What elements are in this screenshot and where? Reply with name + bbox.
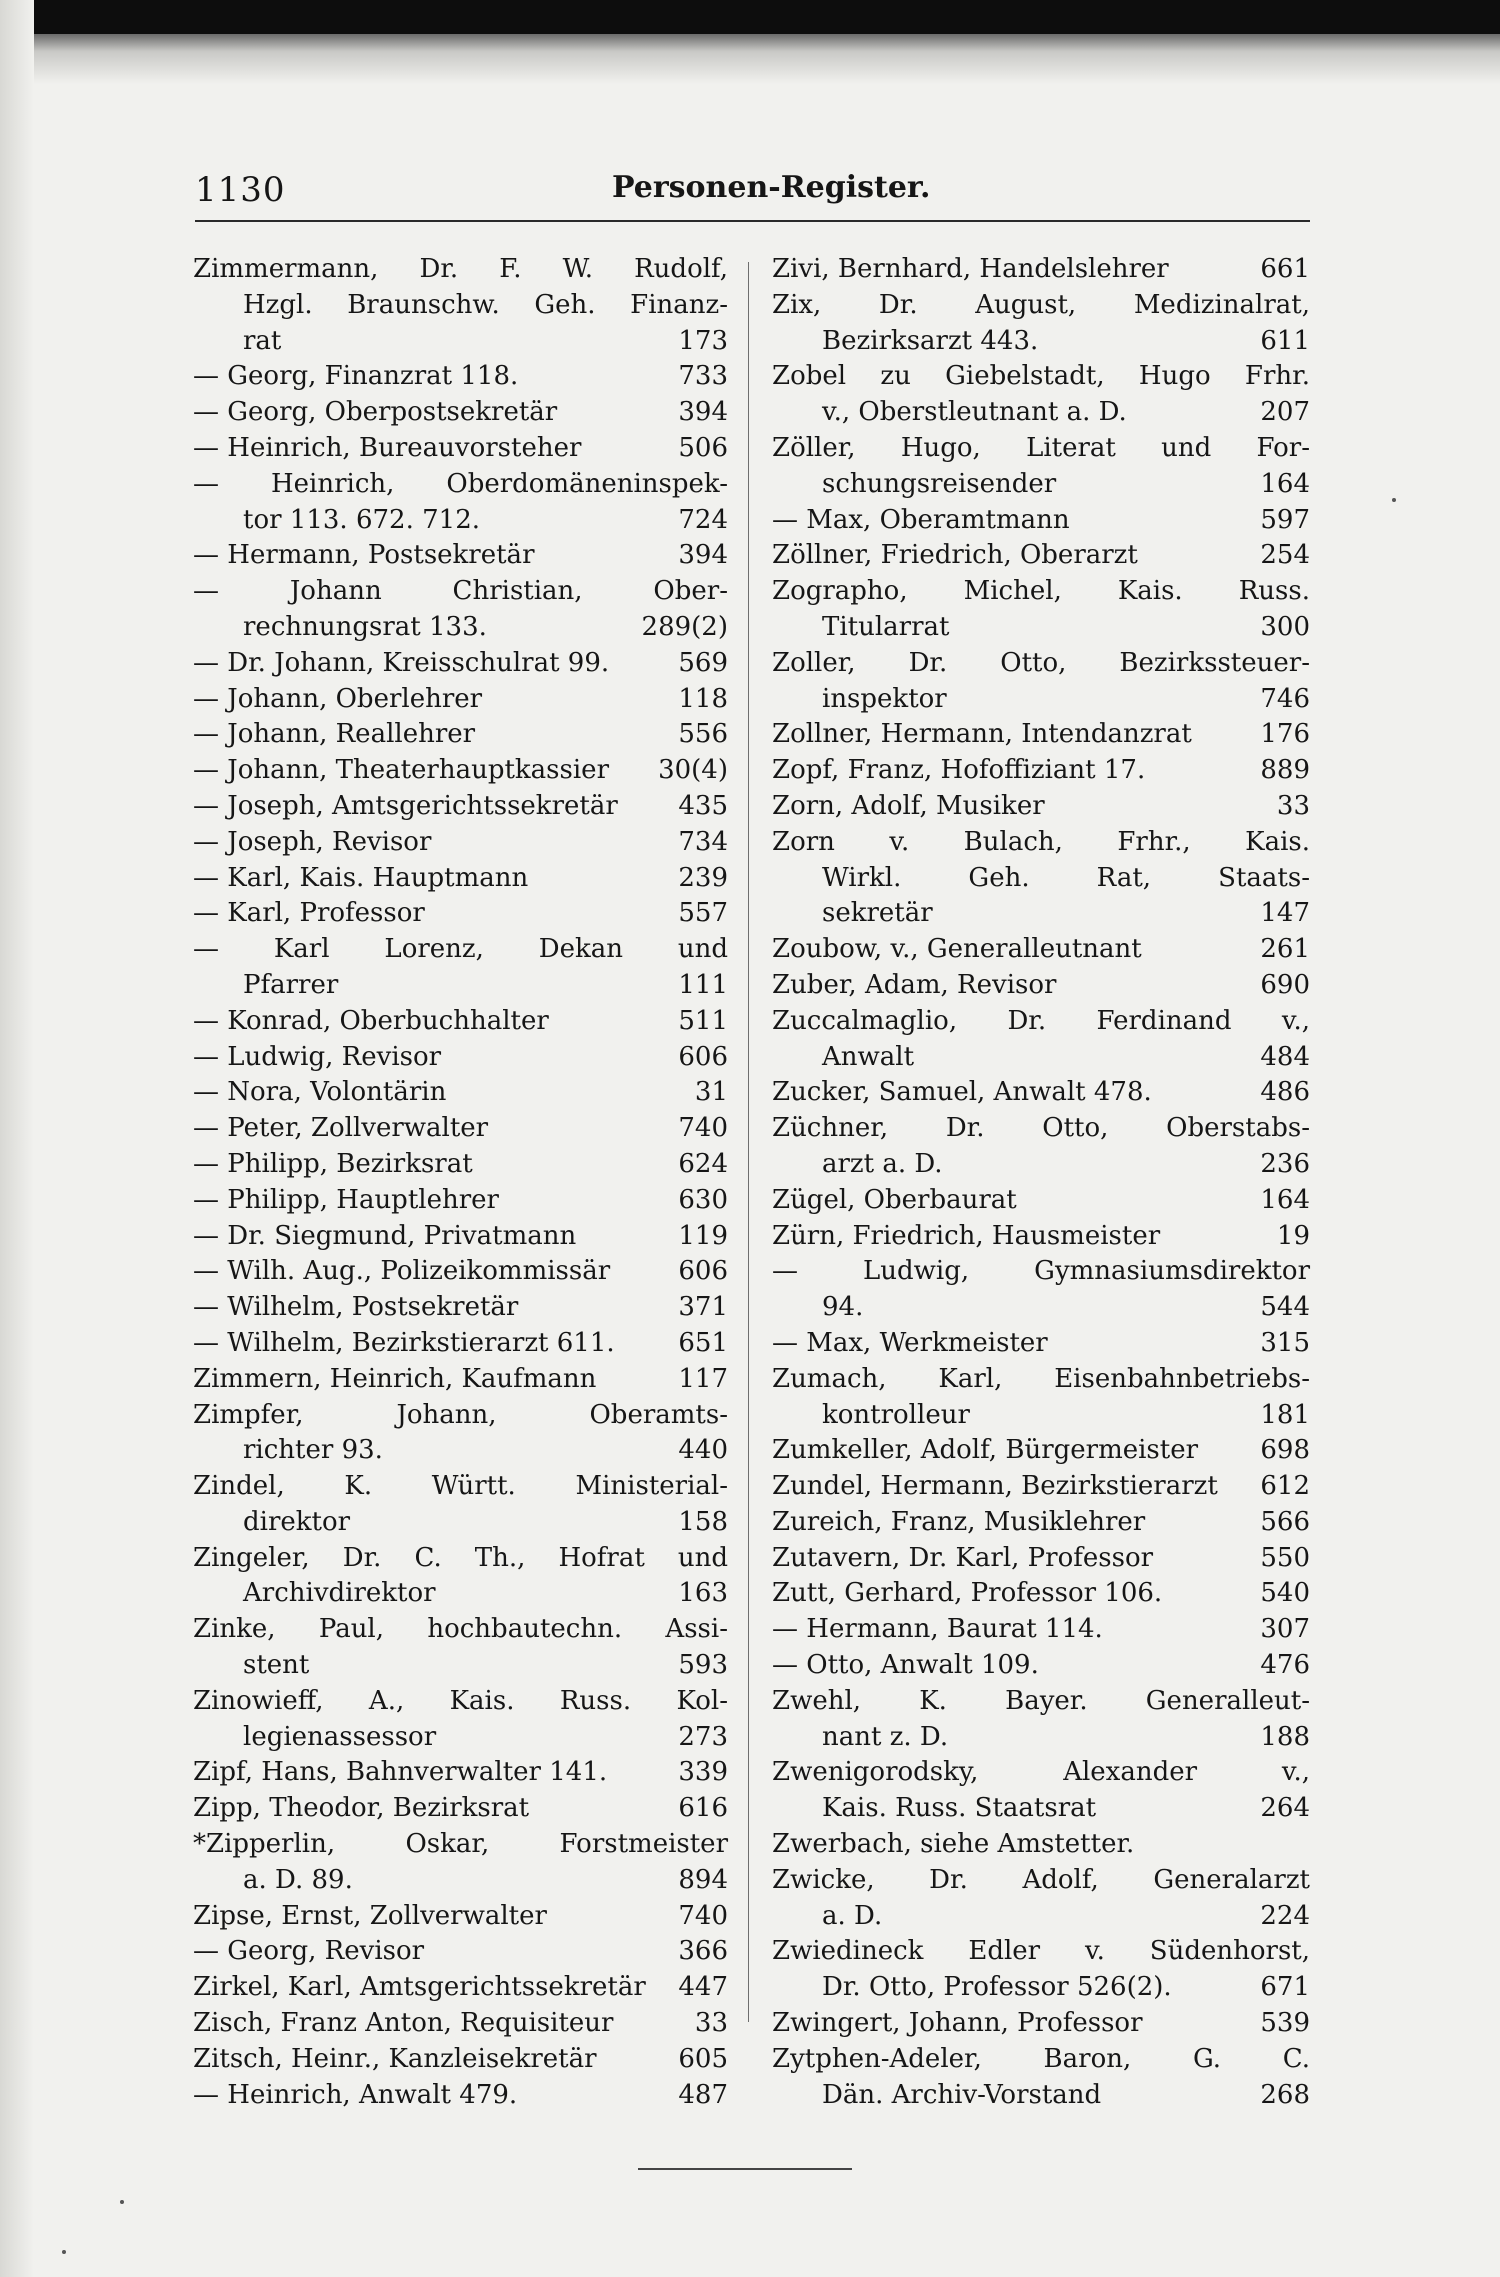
index-entry: [772, 932, 1310, 968]
entry-name: — Joseph, Revisor: [193, 826, 432, 857]
index-entry: [193, 1362, 728, 1398]
entry-page-number: 30(4): [658, 755, 728, 786]
index-entry: [193, 1219, 728, 1255]
entry-name: Zoller, Dr. Otto, Bezirkssteuer-: [772, 647, 1310, 678]
footer-rule: [638, 2168, 852, 2170]
entry-name: Zürn, Friedrich, Hausmeister: [772, 1220, 1161, 1251]
entry-page-number: 630: [678, 1184, 728, 1215]
entry-name: Zumkeller, Adolf, Bürgermeister: [772, 1435, 1199, 1466]
entry-page-number: 207: [1260, 397, 1310, 428]
index-entry: [193, 1398, 728, 1470]
index-column-right: [772, 252, 1310, 2113]
entry-name: Zographo, Michel, Kais. Russ.: [772, 576, 1310, 607]
entry-page-number: 118: [678, 683, 728, 714]
entry-continuation: rat: [243, 325, 282, 356]
entry-page-number: 394: [678, 397, 728, 428]
index-entry: [193, 646, 728, 682]
entry-continuation: v., Oberstleutnant a. D.: [822, 397, 1127, 428]
entry-page-number: 315: [1260, 1327, 1310, 1358]
entry-name: Zöller, Hugo, Literat und For-: [772, 432, 1310, 463]
index-entry: [772, 1254, 1310, 1326]
index-entry: [772, 1433, 1310, 1469]
entry-page-number: 724: [678, 504, 728, 535]
index-entry: [193, 1004, 728, 1040]
entry-page-number: 690: [1260, 969, 1310, 1000]
index-entry: [772, 2042, 1310, 2114]
entry-name: — Joseph, Amtsgerichtssekretär: [193, 790, 618, 821]
entry-name: Zucker, Samuel, Anwalt 478.: [772, 1077, 1152, 1108]
index-entry: [772, 753, 1310, 789]
index-entry: [772, 717, 1310, 753]
index-entry: [193, 1290, 728, 1326]
page-number: 1130: [195, 170, 286, 210]
entry-page-number: 539: [1260, 2008, 1310, 2039]
scan-top-edge: [0, 0, 1500, 34]
entry-name: — Georg, Oberpostsekretär: [193, 397, 558, 428]
entry-name: Zitsch, Heinr., Kanzleisekretär: [193, 2043, 597, 2074]
index-entry: [193, 1899, 728, 1935]
index-entry: [772, 574, 1310, 646]
index-entry: [772, 1648, 1310, 1684]
entry-page-number: 339: [678, 1757, 728, 1788]
index-entry: [193, 825, 728, 861]
index-entry: [193, 431, 728, 467]
index-entry: [772, 1075, 1310, 1111]
entry-page-number: 119: [678, 1220, 728, 1251]
index-entry: [772, 288, 1310, 360]
entry-continuation: sekretär: [822, 898, 933, 929]
index-entry: [193, 2042, 728, 2078]
entry-page-number: 593: [678, 1650, 728, 1681]
index-entry: [772, 1541, 1310, 1577]
entry-name: — Peter, Zollverwalter: [193, 1113, 489, 1144]
entry-name: — Johann, Theaterhauptkassier: [193, 755, 609, 786]
entry-name: Zöllner, Friedrich, Oberarzt: [772, 540, 1138, 571]
entry-continuation: arzt a. D.: [822, 1148, 943, 1179]
entry-page-number: 264: [1260, 1793, 1310, 1824]
entry-continuation: kontrolleur: [822, 1399, 970, 1430]
entry-page-number: 188: [1260, 1721, 1310, 1752]
entry-page-number: 651: [678, 1327, 728, 1358]
entry-page-number: 435: [678, 790, 728, 821]
entry-continuation: 94.: [822, 1292, 864, 1323]
entry-continuation: Hzgl. Braunschw. Geh. Finanz-: [243, 289, 728, 320]
entry-page-number: 606: [678, 1256, 728, 1287]
entry-name: — Max, Oberamtmann: [772, 504, 1070, 535]
index-entry: [193, 538, 728, 574]
entry-continuation: a. D.: [822, 1900, 883, 1931]
scan-shadow: [0, 34, 1500, 84]
entry-page-number: 511: [678, 1005, 728, 1036]
entry-name: Zwenigorodsky, Alexander v.,: [772, 1757, 1310, 1788]
index-entry: [193, 2078, 728, 2114]
index-entry: [193, 682, 728, 718]
index-entry: [193, 861, 728, 897]
entry-page-number: 224: [1260, 1900, 1310, 1931]
index-entry: [193, 896, 728, 932]
index-entry: [193, 1934, 728, 1970]
entry-name: Zipse, Ernst, Zollverwalter: [193, 1900, 547, 1931]
index-entry: [772, 1111, 1310, 1183]
entry-name: Zwehl, K. Bayer. Generalleut-: [772, 1685, 1310, 1716]
entry-name: — Philipp, Hauptlehrer: [193, 1184, 499, 1215]
entry-page-number: 307: [1260, 1614, 1310, 1645]
entry-page-number: 611: [1260, 325, 1310, 356]
entry-page-number: 273: [678, 1721, 728, 1752]
index-entry: [772, 646, 1310, 718]
entry-page-number: 556: [678, 719, 728, 750]
entry-continuation: tor 113. 672. 712.: [243, 504, 480, 535]
entry-name: — Ludwig, Gymnasiumsdirektor: [772, 1256, 1310, 1287]
entry-page-number: 158: [678, 1506, 728, 1537]
entry-page-number: 447: [678, 1972, 728, 2003]
scan-speck: [1392, 498, 1396, 502]
index-entry: [193, 252, 728, 359]
index-entry: [772, 789, 1310, 825]
entry-name: Zytphen-Adeler, Baron, G. C.: [772, 2043, 1310, 2074]
entry-continuation: Archivdirektor: [243, 1578, 436, 1609]
entry-name: Zindel, K. Württ. Ministerial-: [193, 1471, 728, 1502]
entry-name: — Karl Lorenz, Dekan und: [193, 934, 728, 965]
entry-name: — Ludwig, Revisor: [193, 1041, 442, 1072]
entry-page-number: 289(2): [641, 611, 728, 642]
entry-name: — Max, Werkmeister: [772, 1327, 1048, 1358]
running-title: Personen-Register.: [612, 170, 931, 205]
header-rule: [195, 220, 1310, 222]
index-entry: [772, 359, 1310, 431]
entry-continuation: richter 93.: [243, 1435, 383, 1466]
index-entry: [772, 1863, 1310, 1935]
entry-name: Zundel, Hermann, Bezirkstierarzt: [772, 1471, 1218, 1502]
entry-page-number: 698: [1260, 1435, 1310, 1466]
entry-page-number: 300: [1260, 611, 1310, 642]
entry-page-number: 236: [1260, 1148, 1310, 1179]
entry-name: Zorn v. Bulach, Frhr., Kais.: [772, 826, 1310, 857]
index-entry: [193, 1469, 728, 1541]
entry-page-number: 557: [678, 898, 728, 929]
index-entry: [772, 1684, 1310, 1756]
entry-page-number: 484: [1260, 1041, 1310, 1072]
entry-name: Zimmern, Heinrich, Kaufmann: [193, 1363, 597, 1394]
entry-page-number: 894: [678, 1864, 728, 1895]
index-entry: [193, 1326, 728, 1362]
entry-name: — Karl, Professor: [193, 898, 425, 929]
entry-continuation: a. D. 89.: [243, 1864, 353, 1895]
entry-name: Zingeler, Dr. C. Th., Hofrat und: [193, 1542, 728, 1573]
entry-page-number: 371: [678, 1292, 728, 1323]
index-entry: [193, 1612, 728, 1684]
entry-name: Zimpfer, Johann, Oberamts-: [193, 1399, 728, 1430]
index-entry: [193, 753, 728, 789]
entry-name: Zwicke, Dr. Adolf, Generalarzt: [772, 1864, 1310, 1895]
index-column-left: [193, 252, 728, 2113]
entry-page-number: 394: [678, 540, 728, 571]
entry-page-number: 487: [678, 2079, 728, 2110]
index-entry: [193, 1541, 728, 1613]
entry-page-number: 33: [1276, 790, 1310, 821]
index-entry: [772, 1183, 1310, 1219]
entry-page-number: 612: [1260, 1471, 1310, 1502]
entry-name: Zimmermann, Dr. F. W. Rudolf,: [193, 254, 728, 284]
entry-page-number: 176: [1260, 719, 1310, 750]
index-entry: [772, 1576, 1310, 1612]
entry-page-number: 566: [1260, 1506, 1310, 1537]
entry-name: Zwerbach, siehe Amstetter.: [772, 1829, 1135, 1860]
entry-page-number: 671: [1260, 1972, 1310, 2003]
entry-continuation: Dr. Otto, Professor 526(2).: [822, 1972, 1172, 2003]
index-entry: [772, 503, 1310, 539]
index-entry: [193, 1791, 728, 1827]
index-entry: [193, 1183, 728, 1219]
entry-page-number: 147: [1260, 898, 1310, 929]
entry-continuation: Dän. Archiv-Vorstand: [822, 2079, 1102, 2110]
entry-name: — Wilhelm, Bezirkstierarzt 611.: [193, 1327, 615, 1358]
entry-page-number: 540: [1260, 1578, 1310, 1609]
entry-page-number: 111: [678, 969, 728, 1000]
entry-name: Zipf, Hans, Bahnverwalter 141.: [193, 1757, 608, 1788]
entry-name: — Hermann, Postsekretär: [193, 540, 535, 571]
entry-continuation: legienassessor: [243, 1721, 437, 1752]
index-entry: [193, 1684, 728, 1756]
entry-page-number: 181: [1260, 1399, 1310, 1430]
entry-page-number: 661: [1260, 254, 1310, 284]
entry-page-number: 624: [678, 1148, 728, 1179]
entry-name: Zopf, Franz, Hofoffiziant 17.: [772, 755, 1146, 786]
scan-speck: [120, 2200, 124, 2204]
index-entry: [193, 1970, 728, 2006]
index-entry: [193, 1147, 728, 1183]
index-entry: [193, 1827, 728, 1899]
entry-name: Zinke, Paul, hochbautechn. Assi-: [193, 1614, 728, 1645]
index-entry: [772, 968, 1310, 1004]
entry-name: — Philipp, Bezirksrat: [193, 1148, 473, 1179]
index-entry: [772, 1362, 1310, 1434]
entry-continuation: Wirkl. Geh. Rat, Staats-: [822, 862, 1310, 893]
entry-name: — Wilh. Aug., Polizeikommissär: [193, 1256, 611, 1287]
entry-name: — Georg, Finanzrat 118.: [193, 361, 519, 392]
entry-name: — Johann, Reallehrer: [193, 719, 476, 750]
entry-page-number: 569: [678, 647, 728, 678]
entry-page-number: 476: [1260, 1650, 1310, 1681]
entry-page-number: 740: [678, 1113, 728, 1144]
index-entry: [193, 932, 728, 1004]
entry-name: Zutavern, Dr. Karl, Professor: [772, 1542, 1154, 1573]
entry-name: Zwingert, Johann, Professor: [772, 2008, 1143, 2039]
scan-left-edge: [0, 0, 34, 2277]
entry-continuation: Kais. Russ. Staatsrat: [822, 1793, 1097, 1824]
entry-name: Zorn, Adolf, Musiker: [772, 790, 1045, 821]
entry-name: Zollner, Hermann, Intendanzrat: [772, 719, 1192, 750]
entry-name: — Wilhelm, Postsekretär: [193, 1292, 519, 1323]
entry-name: — Nora, Volontärin: [193, 1077, 447, 1108]
entry-name: Zuccalmaglio, Dr. Ferdinand v.,: [772, 1005, 1310, 1036]
entry-page-number: 239: [678, 862, 728, 893]
entry-name: *Zipperlin, Oskar, Forstmeister: [193, 1829, 728, 1860]
index-entry: [193, 1040, 728, 1076]
entry-name: Zisch, Franz Anton, Requisiteur: [193, 2008, 614, 2039]
entry-name: Zoubow, v., Generalleutnant: [772, 934, 1142, 965]
index-entry: [772, 538, 1310, 574]
index-entry: [193, 789, 728, 825]
index-entry: [772, 1326, 1310, 1362]
index-entry: [772, 1219, 1310, 1255]
entry-name: Zix, Dr. August, Medizinalrat,: [772, 289, 1310, 320]
entry-page-number: 605: [678, 2043, 728, 2074]
entry-continuation: Titularrat: [822, 611, 950, 642]
index-entry: [772, 1505, 1310, 1541]
entry-name: — Konrad, Oberbuchhalter: [193, 1005, 549, 1036]
entry-name: Zutt, Gerhard, Professor 106.: [772, 1578, 1163, 1609]
entry-name: Zuber, Adam, Revisor: [772, 969, 1057, 1000]
entry-name: Zipp, Theodor, Bezirksrat: [193, 1793, 530, 1824]
entry-page-number: 173: [678, 325, 728, 356]
entry-page-number: 733: [678, 361, 728, 392]
index-entry: [772, 1469, 1310, 1505]
entry-page-number: 164: [1260, 1184, 1310, 1215]
index-entry: [772, 2006, 1310, 2042]
entry-name: Zureich, Franz, Musiklehrer: [772, 1506, 1146, 1537]
entry-name: — Dr. Johann, Kreisschulrat 99.: [193, 647, 610, 678]
entry-name: — Heinrich, Anwalt 479.: [193, 2079, 518, 2110]
index-entry: [193, 395, 728, 431]
entry-continuation: Anwalt: [822, 1041, 915, 1072]
entry-continuation: nant z. D.: [822, 1721, 949, 1752]
index-entry: [193, 1254, 728, 1290]
entry-page-number: 164: [1260, 468, 1310, 499]
entry-name: — Georg, Revisor: [193, 1936, 425, 1967]
entry-name: Zirkel, Karl, Amtsgerichtssekretär: [193, 1972, 646, 2003]
entry-name: — Heinrich, Oberdomäneninspek-: [193, 468, 728, 499]
entry-page-number: 544: [1260, 1292, 1310, 1323]
index-entry: [193, 1075, 728, 1111]
column-divider: [748, 262, 749, 2022]
entry-page-number: 606: [678, 1041, 728, 1072]
index-entry: [772, 1755, 1310, 1827]
entry-name: Zügel, Oberbaurat: [772, 1184, 1017, 1215]
entry-page-number: 616: [678, 1793, 728, 1824]
entry-name: — Otto, Anwalt 109.: [772, 1650, 1039, 1681]
index-entry: [772, 431, 1310, 503]
index-entry: [193, 467, 728, 539]
entry-name: Zinowieff, A., Kais. Russ. Kol-: [193, 1685, 728, 1716]
entry-page-number: 163: [678, 1578, 728, 1609]
entry-page-number: 597: [1260, 504, 1310, 535]
entry-name: Zumach, Karl, Eisenbahnbetriebs-: [772, 1363, 1310, 1394]
entry-name: — Johann, Oberlehrer: [193, 683, 483, 714]
entry-name: Züchner, Dr. Otto, Oberstabs-: [772, 1113, 1310, 1144]
entry-name: — Johann Christian, Ober-: [193, 576, 728, 607]
entry-name: — Karl, Kais. Hauptmann: [193, 862, 529, 893]
entry-continuation: Bezirksarzt 443.: [822, 325, 1039, 356]
entry-page-number: 254: [1260, 540, 1310, 571]
entry-continuation: Pfarrer: [243, 969, 339, 1000]
entry-continuation: rechnungsrat 133.: [243, 611, 487, 642]
index-entry: [772, 1934, 1310, 2006]
entry-page-number: 740: [678, 1900, 728, 1931]
entry-name: — Dr. Siegmund, Privatmann: [193, 1220, 577, 1251]
index-entry: [193, 1755, 728, 1791]
index-entry: [193, 1111, 728, 1147]
entry-continuation: schungsreisender: [822, 468, 1057, 499]
entry-name: Zivi, Bernhard, Handelslehrer: [772, 254, 1169, 284]
entry-name: — Hermann, Baurat 114.: [772, 1614, 1103, 1645]
index-entry: [772, 1827, 1310, 1863]
entry-page-number: 31: [694, 1077, 728, 1108]
entry-name: Zobel zu Giebelstadt, Hugo Frhr.: [772, 361, 1310, 392]
entry-page-number: 550: [1260, 1542, 1310, 1573]
index-entry: [772, 1612, 1310, 1648]
entry-page-number: 506: [678, 432, 728, 463]
entry-name: Zwiedineck Edler v. Südenhorst,: [772, 1936, 1310, 1967]
index-entry: [772, 825, 1310, 932]
index-entry: [193, 2006, 728, 2042]
entry-page-number: 486: [1260, 1077, 1310, 1108]
entry-page-number: 33: [694, 2008, 728, 2039]
entry-continuation: inspektor: [822, 683, 947, 714]
entry-page-number: 889: [1260, 755, 1310, 786]
entry-page-number: 440: [678, 1435, 728, 1466]
entry-page-number: 734: [678, 826, 728, 857]
entry-page-number: 19: [1276, 1220, 1310, 1251]
entry-name: — Heinrich, Bureauvorsteher: [193, 432, 582, 463]
index-entry: [772, 1004, 1310, 1076]
entry-page-number: 746: [1260, 683, 1310, 714]
entry-page-number: 117: [678, 1363, 728, 1394]
entry-page-number: 366: [678, 1936, 728, 1967]
index-entry: [193, 574, 728, 646]
entry-continuation: direktor: [243, 1506, 351, 1537]
scan-speck: [62, 2250, 66, 2254]
entry-page-number: 261: [1260, 934, 1310, 965]
entry-continuation: stent: [243, 1650, 310, 1681]
index-entry: [193, 359, 728, 395]
index-entry: [772, 252, 1310, 288]
entry-page-number: 268: [1260, 2079, 1310, 2110]
index-entry: [193, 717, 728, 753]
